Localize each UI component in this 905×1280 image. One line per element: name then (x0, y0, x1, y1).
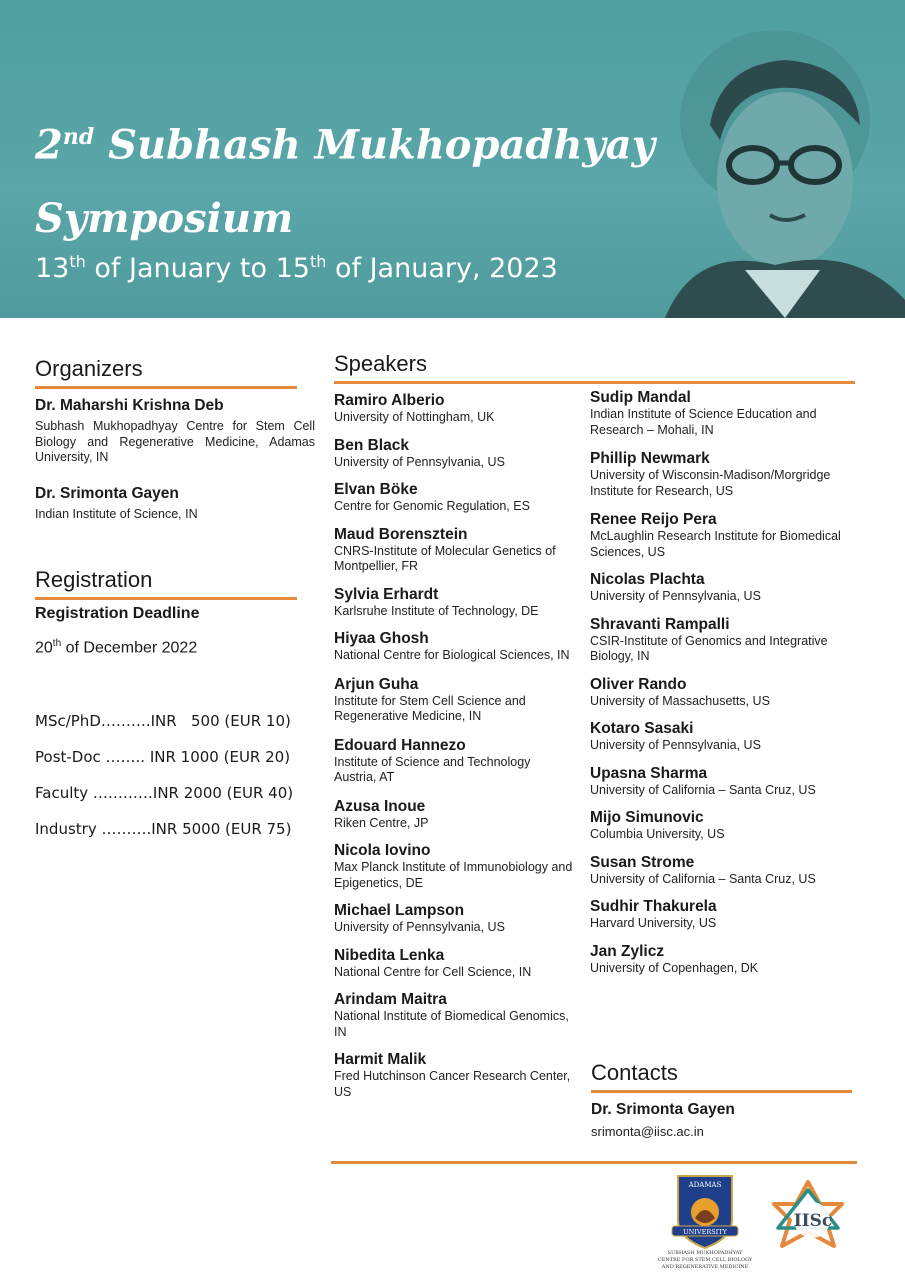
deadline-suffix: th (52, 638, 62, 649)
speaker-affiliation: National Institute of Biomedical Genomics, IN (334, 1009, 569, 1039)
organizer-affiliation: Subhash Mukhopadhyay Centre for Stem Cell Biology and Regenerative Medicine, Adamas University, IN (35, 419, 315, 464)
speaker-entry (334, 391, 574, 426)
speaker-affiliation: National Centre for Biological Sciences, IN (334, 648, 570, 662)
registration-deadline (35, 638, 197, 657)
date-middle: of January to 15 (94, 253, 310, 284)
speaker-affiliation: University of Wisconsin-Madison/Morgridge Institute for Research, US (590, 468, 831, 498)
speaker-affiliation: CNRS-Institute of Molecular Genetics of Montpellier, FR (334, 543, 556, 573)
bottom-divider (331, 1161, 857, 1164)
speaker-entry (590, 719, 860, 754)
speaker-entry (334, 946, 574, 981)
registration-deadline-label: Registration Deadline (35, 605, 200, 622)
speaker-entry (334, 797, 574, 832)
iisc-logo-text: IISc (793, 1211, 833, 1231)
adamas-logo-caption-2: CENTRE FOR STEM CELL BIOLOGY (657, 1257, 753, 1263)
speaker-affiliation: University of Pennsylvania, US (590, 738, 761, 752)
speaker-name: Oliver Rando (590, 675, 687, 693)
iisc-star-icon (768, 1176, 848, 1256)
speaker-entry (590, 808, 860, 843)
speaker-name: Mijo Simunovic (590, 809, 704, 826)
registration-heading: Registration (35, 567, 297, 600)
organizer-affiliation: Indian Institute of Science, IN (35, 507, 198, 521)
speaker-name: Arindam Maitra (334, 991, 447, 1008)
adamas-logo-caption-3: AND REGENERATIVE MEDICINE (661, 1264, 749, 1270)
speaker-name: Sylvia Erhardt (334, 585, 439, 603)
speaker-name: Sudhir Thakurela (590, 898, 717, 915)
adamas-logo (650, 1172, 760, 1272)
speaker-name: Nicolas Plachta (590, 571, 705, 588)
organizer-entry (35, 484, 315, 523)
speaker-affiliation: Fred Hutchinson Cancer Research Center, US (334, 1069, 571, 1099)
speaker-affiliation: Riken Centre, JP (334, 815, 429, 830)
speaker-name: Michael Lampson (334, 902, 465, 919)
adamas-logo-band: UNIVERSITY (683, 1228, 727, 1236)
speaker-entry (590, 897, 860, 932)
speaker-affiliation: University of California – Santa Cruz, US (590, 871, 816, 886)
speaker-entry (590, 615, 860, 665)
contact-email[interactable]: srimonta@iisc.ac.in (591, 1124, 704, 1139)
title-number: 2 (35, 121, 63, 169)
fee-list (35, 711, 315, 855)
speaker-entry (590, 675, 860, 710)
speaker-affiliation: University of California – Santa Cruz, US (590, 782, 816, 797)
iisc-logo (768, 1176, 848, 1256)
speaker-name: Phillip Newmark (590, 450, 710, 467)
contacts-heading: Contacts (591, 1060, 852, 1093)
speaker-name: Ben Black (334, 436, 409, 454)
speaker-affiliation: University of Pennsylvania, US (334, 454, 505, 469)
speaker-name: Upasna Sharma (590, 764, 708, 782)
speaker-entry (590, 942, 860, 977)
speaker-entry (334, 736, 574, 786)
speaker-affiliation: University of Massachusetts, US (590, 693, 770, 708)
page-title (35, 100, 675, 256)
speaker-affiliation: Centre for Genomic Regulation, ES (334, 499, 530, 513)
speaker-name: Hiyaa Ghosh (334, 630, 429, 647)
title-line-1: Subhash Mukhopadhyay (108, 121, 655, 169)
organizer-name: Dr. Maharshi Krishna Deb (35, 397, 224, 414)
speaker-affiliation: Institute of Science and Technology Austria, AT (334, 754, 531, 784)
speaker-affiliation: University of Copenhagen, DK (590, 960, 759, 975)
deadline-day: 20 (35, 639, 53, 657)
speaker-affiliation: University of Nottingham, UK (334, 410, 495, 424)
speaker-affiliation: Max Planck Institute of Immunobiology and Epigenetics, DE (334, 860, 573, 890)
speaker-entry (334, 675, 574, 725)
speaker-entry (334, 841, 574, 891)
date-end-suffix: th (309, 252, 327, 271)
speaker-name: Elvan Böke (334, 481, 418, 498)
speakers-right-column (590, 388, 860, 986)
speaker-affiliation: McLaughlin Research Institute for Biomedical Sciences, US (590, 529, 841, 559)
speaker-entry (334, 525, 574, 575)
speaker-name: Susan Strome (590, 853, 695, 871)
title-line-2: Symposium (35, 195, 294, 243)
speaker-name: Ramiro Alberio (334, 392, 445, 409)
adamas-logo-title: ADAMAS (688, 1181, 722, 1189)
event-dates (35, 252, 558, 284)
adamas-logo-caption-1: SUBHASH MUKHOPADHYAY (667, 1250, 743, 1256)
deadline-rest: of December 2022 (65, 639, 198, 657)
speaker-affiliation: Harvard University, US (590, 916, 717, 930)
speaker-name: Kotaro Sasaki (590, 720, 694, 737)
speaker-name: Harmit Malik (334, 1051, 427, 1068)
fee-row: Faculty …………INR 2000 (EUR 40) (35, 784, 294, 802)
speakers-heading: Speakers (334, 351, 855, 384)
speaker-entry (590, 853, 860, 888)
speaker-entry (334, 901, 574, 936)
speaker-entry (590, 570, 860, 605)
speaker-name: Nibedita Lenka (334, 946, 445, 964)
organizers-heading: Organizers (35, 356, 297, 389)
speaker-entry (590, 449, 860, 499)
speakers-left-column (334, 391, 574, 1110)
speaker-name: Maud Borensztein (334, 525, 468, 543)
speaker-entry (590, 388, 860, 438)
speaker-affiliation: Karlsruhe Institute of Technology, DE (334, 603, 539, 618)
adamas-shield-icon (650, 1172, 760, 1272)
fee-row: MSc/PhD……….INR 500 (EUR 10) (35, 712, 291, 730)
speaker-entry (590, 510, 860, 560)
contact-name: Dr. Srimonta Gayen (591, 1101, 735, 1118)
speaker-entry (334, 629, 574, 664)
speaker-name: Edouard Hannezo (334, 736, 466, 754)
organizer-entry (35, 396, 315, 466)
fee-row: Post-Doc …….. INR 1000 (EUR 20) (35, 748, 291, 766)
speaker-affiliation: Institute for Stem Cell Science and Regenerative Medicine, IN (334, 693, 526, 723)
speaker-entry (590, 764, 860, 799)
date-end: of January, 2023 (334, 253, 558, 284)
speaker-affiliation: National Centre for Cell Science, IN (334, 964, 532, 979)
speaker-affiliation: University of Pennsylvania, US (334, 920, 505, 934)
speaker-name: Nicola Iovino (334, 842, 431, 859)
speaker-name: Renee Reijo Pera (590, 511, 717, 528)
speaker-entry (334, 480, 574, 515)
speaker-entry (334, 1050, 574, 1100)
speaker-name: Azusa Inoue (334, 797, 426, 815)
speaker-name: Arjun Guha (334, 675, 419, 693)
date-start-suffix: th (69, 252, 86, 271)
speaker-entry (334, 585, 574, 620)
speaker-name: Shravanti Rampalli (590, 615, 730, 633)
speaker-affiliation: CSIR-Institute of Genomics and Integrative Biology, IN (590, 633, 828, 663)
header-banner (0, 0, 905, 318)
speaker-affiliation: Indian Institute of Science Education and Research – Mohali, IN (590, 407, 817, 437)
speaker-name: Sudip Mandal (590, 389, 691, 406)
fee-row: Industry ……….INR 5000 (EUR 75) (35, 820, 292, 838)
speaker-affiliation: University of Pennsylvania, US (590, 589, 761, 603)
speaker-affiliation: Columbia University, US (590, 827, 725, 841)
speaker-entry (334, 990, 574, 1040)
title-superscript: nd (62, 124, 95, 150)
speaker-name: Jan Zylicz (590, 942, 665, 960)
speaker-entry (334, 436, 574, 471)
date-start-day: 13 (35, 253, 70, 284)
organizer-name: Dr. Srimonta Gayen (35, 485, 179, 502)
